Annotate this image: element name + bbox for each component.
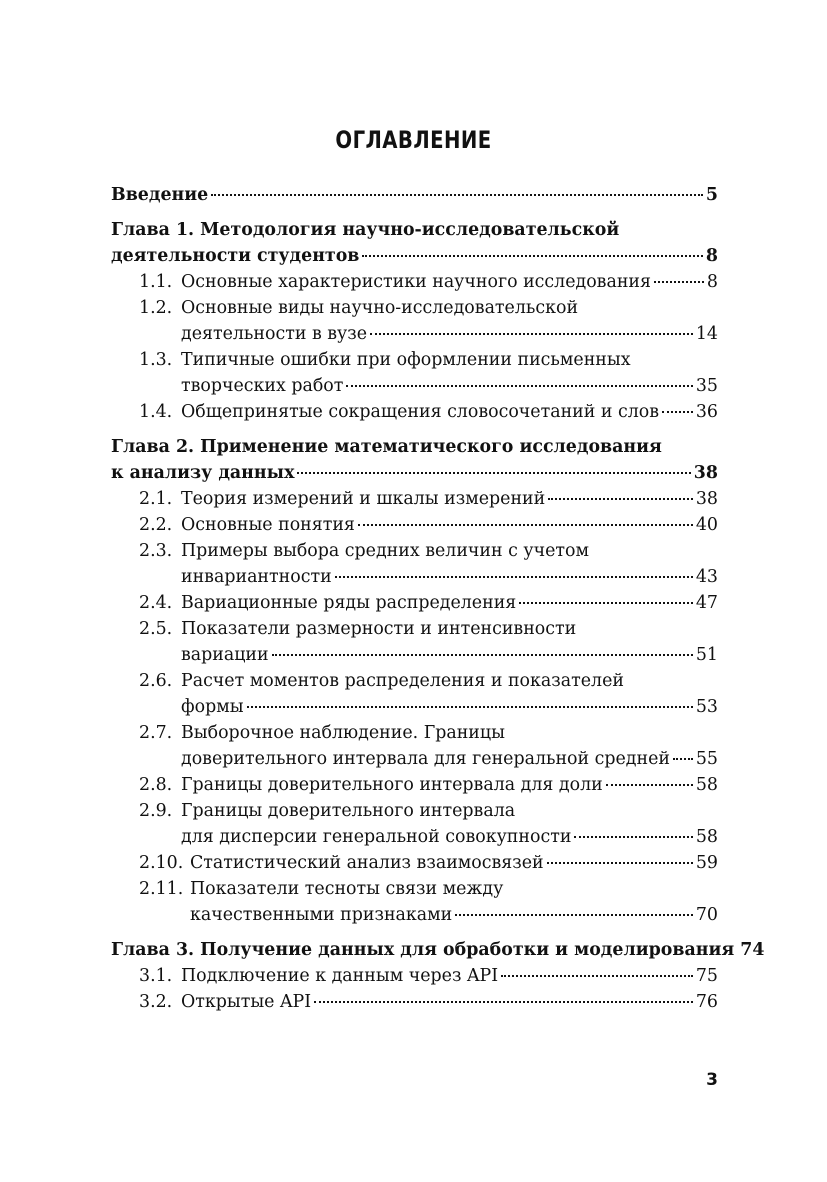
toc-section-entry[interactable] xyxy=(111,772,718,798)
toc-entry-text: Подключение к данным через API xyxy=(181,966,499,986)
toc-entry-line xyxy=(139,512,718,538)
toc-section-entry[interactable] xyxy=(111,512,718,538)
toc-entry-line xyxy=(139,564,718,590)
dot-leader xyxy=(548,498,693,500)
toc-entry-text: к анализу данных xyxy=(111,463,295,483)
toc-page-number: 5 xyxy=(705,185,718,205)
toc-section-entry[interactable] xyxy=(111,269,718,295)
toc-section-number: 3.1. xyxy=(139,966,173,986)
toc-entry-text: Границы доверительного интервала xyxy=(181,801,516,821)
toc-section-entry[interactable] xyxy=(111,399,718,425)
toc-entry-text: инвариантности xyxy=(181,567,332,587)
toc-page-number: 40 xyxy=(695,515,718,535)
toc-section-number: 1.1. xyxy=(139,272,173,292)
toc-section-entry[interactable] xyxy=(111,963,718,989)
toc-entry-line xyxy=(139,963,718,989)
toc-entry-text: Основные характеристики научного исследования xyxy=(181,272,651,292)
toc-entry-line xyxy=(139,399,718,425)
toc-entry-line xyxy=(139,269,718,295)
toc-entry-line xyxy=(111,217,718,243)
toc-entry-line xyxy=(139,694,718,720)
toc-page-number: 51 xyxy=(695,645,718,665)
toc-entry-line xyxy=(139,295,718,321)
toc-entry-text: Показатели размерности и интенсивности xyxy=(181,619,577,639)
dot-leader xyxy=(358,524,693,526)
dot-leader xyxy=(272,654,693,656)
toc-section-number: 2.7. xyxy=(139,723,173,743)
toc-section-number: 2.11. xyxy=(139,879,184,899)
toc-entry-line xyxy=(111,182,718,208)
toc-page-number: 76 xyxy=(695,992,718,1012)
toc-entry-line xyxy=(139,642,718,668)
dot-leader xyxy=(211,194,703,196)
toc-entry-line xyxy=(139,538,718,564)
dot-leader xyxy=(362,255,702,257)
dot-leader xyxy=(455,914,693,916)
toc-entry-line xyxy=(139,746,718,772)
toc-entry-text: вариации xyxy=(181,645,269,665)
dot-leader xyxy=(247,706,693,708)
toc-page-number: 35 xyxy=(695,376,718,396)
toc-chapter-entry[interactable] xyxy=(111,217,718,269)
toc-entry-text: качественными признаками xyxy=(190,905,453,925)
dot-leader xyxy=(335,576,693,578)
table-of-contents xyxy=(111,182,765,1015)
toc-entry-line xyxy=(139,321,718,347)
toc-entry-text: Основные понятия xyxy=(181,515,355,535)
toc-entry-text: Глава 3. Получение данных для обработки и моделирования xyxy=(111,940,735,960)
toc-page-number: 75 xyxy=(695,966,718,986)
toc-entry-text: Глава 2. Применение математического исследования xyxy=(111,437,662,457)
dot-leader xyxy=(606,784,693,786)
toc-section-entry[interactable] xyxy=(111,798,718,850)
toc-page-number: 47 xyxy=(695,593,718,613)
dot-leader xyxy=(574,836,692,838)
page-title: ОГЛАВЛЕНИЕ xyxy=(335,126,492,154)
toc-entry-text: для дисперсии генеральной совокупности xyxy=(181,827,572,847)
toc-entry-text: Выборочное наблюдение. Границы xyxy=(181,723,505,743)
toc-entry-text: творческих работ xyxy=(181,376,344,396)
toc-entry-line xyxy=(139,373,718,399)
toc-page-number: 38 xyxy=(693,463,718,483)
toc-page-number: 70 xyxy=(695,905,718,925)
toc-entry-line xyxy=(139,876,718,902)
toc-section-entry[interactable] xyxy=(111,876,718,928)
dot-leader xyxy=(673,758,693,760)
dot-leader xyxy=(297,472,690,474)
toc-page-number: 55 xyxy=(695,749,718,769)
toc-section-entry[interactable] xyxy=(111,616,718,668)
toc-entry-line xyxy=(139,616,718,642)
toc-entry-text: Примеры выбора средних величин с учетом xyxy=(181,541,590,561)
toc-page-number: 58 xyxy=(695,775,718,795)
toc-entry-text: Введение xyxy=(111,185,209,205)
toc-entry-text: Типичные ошибки при оформлении письменных xyxy=(181,350,631,370)
toc-section-number: 1.4. xyxy=(139,402,173,422)
toc-entry-text: Теория измерений и шкалы измерений xyxy=(181,489,546,509)
toc-section-number: 2.3. xyxy=(139,541,173,561)
toc-section-number: 2.1. xyxy=(139,489,173,509)
toc-section-entry[interactable] xyxy=(111,295,718,347)
toc-page-number: 14 xyxy=(695,324,718,344)
toc-entry-text: Общепринятые сокращения словосочетаний и слов xyxy=(181,402,660,422)
toc-section-number: 1.2. xyxy=(139,298,173,318)
toc-page-number: 43 xyxy=(695,567,718,587)
toc-section-number: 2.4. xyxy=(139,593,173,613)
toc-entry-line xyxy=(139,798,718,824)
page-number: 3 xyxy=(706,1070,718,1090)
toc-page-number: 8 xyxy=(706,272,718,292)
toc-entry-text: формы xyxy=(181,697,244,717)
toc-entry-text: Глава 1. Методология научно-исследовательской xyxy=(111,220,620,240)
toc-section-number: 3.2. xyxy=(139,992,173,1012)
toc-page-number: 58 xyxy=(695,827,718,847)
toc-page-number: 53 xyxy=(695,697,718,717)
toc-entry-text: деятельности студентов xyxy=(111,246,360,266)
toc-entry-line xyxy=(139,902,718,928)
toc-chapter-entry[interactable] xyxy=(111,434,718,486)
toc-entry-line xyxy=(139,486,718,512)
toc-section-entry[interactable] xyxy=(111,720,718,772)
dot-leader xyxy=(654,281,704,283)
toc-section-entry[interactable] xyxy=(111,850,718,876)
toc-section-number: 2.2. xyxy=(139,515,173,535)
toc-chapter-entry[interactable] xyxy=(111,937,765,963)
toc-entry-text: Границы доверительного интервала для доли xyxy=(181,775,603,795)
toc-entry-line xyxy=(139,772,718,798)
dot-leader xyxy=(346,385,692,387)
toc-entry-line xyxy=(139,989,718,1015)
toc-entry-line xyxy=(139,720,718,746)
toc-section-number: 2.6. xyxy=(139,671,173,691)
dot-leader xyxy=(547,862,693,864)
toc-section-entry[interactable] xyxy=(111,989,718,1015)
toc-section-entry[interactable] xyxy=(111,668,718,720)
dot-leader xyxy=(662,411,693,413)
toc-section-entry[interactable] xyxy=(111,347,718,399)
toc-entry-line xyxy=(111,243,718,269)
dot-leader xyxy=(314,1001,693,1003)
toc-entry-line xyxy=(111,937,765,963)
toc-entry-text: Основные виды научно-исследовательской xyxy=(181,298,579,318)
toc-entry-text: деятельности в вузе xyxy=(181,324,368,344)
toc-page-number: 59 xyxy=(695,853,718,873)
toc-entry-text: Открытые API xyxy=(181,992,312,1012)
toc-section-entry[interactable] xyxy=(111,486,718,512)
toc-chapter-entry[interactable] xyxy=(111,182,718,208)
toc-entry-text: Статистический анализ взаимосвязей xyxy=(190,853,544,873)
dot-leader xyxy=(501,975,693,977)
toc-entry-line xyxy=(139,824,718,850)
toc-page-number: 8 xyxy=(705,246,718,266)
toc-entry-text: Расчет моментов распределения и показателей xyxy=(181,671,624,691)
toc-entry-text: Вариационные ряды распределения xyxy=(181,593,517,613)
toc-page-number: 38 xyxy=(695,489,718,509)
toc-entry-line xyxy=(111,434,718,460)
toc-entry-line xyxy=(139,347,718,373)
toc-entry-text: Показатели тесноты связи между xyxy=(190,879,504,899)
dot-leader xyxy=(370,333,693,335)
toc-entry-line xyxy=(111,460,718,486)
dot-leader xyxy=(519,602,693,604)
toc-section-number: 2.10. xyxy=(139,853,184,873)
toc-section-number: 2.5. xyxy=(139,619,173,639)
toc-page-number: 74 xyxy=(740,940,765,960)
toc-entry-line xyxy=(139,590,718,616)
toc-entry-line xyxy=(139,850,718,876)
toc-section-entry[interactable] xyxy=(111,590,718,616)
toc-section-entry[interactable] xyxy=(111,538,718,590)
toc-section-number: 2.8. xyxy=(139,775,173,795)
toc-page-number: 36 xyxy=(695,402,718,422)
toc-entry-text: доверительного интервала для генеральной средней xyxy=(181,749,670,769)
toc-entry-line xyxy=(139,668,718,694)
toc-section-number: 1.3. xyxy=(139,350,173,370)
toc-section-number: 2.9. xyxy=(139,801,173,821)
